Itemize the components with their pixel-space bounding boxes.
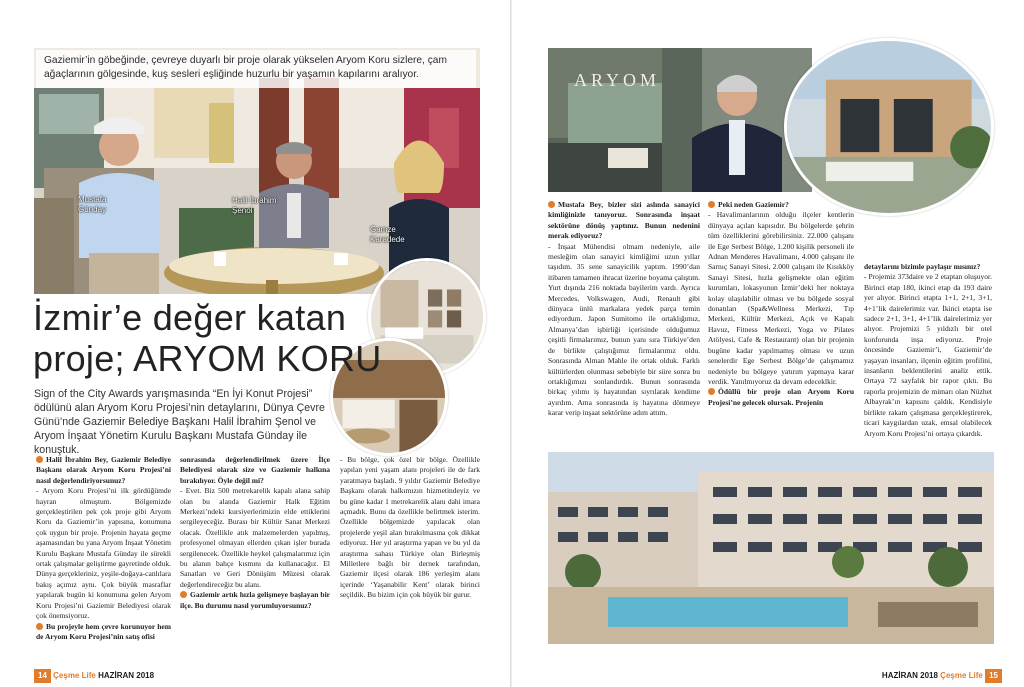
intro-paragraph: Sign of the City Awards yarışmasında “En İyi Konut Projesi” ödülünü alan Aryom Koru Projesi’nin detaylarını, Dünya Çevre Günü’nde Gaziemir Belediye Başkanı Halil İbrahim Şenol ve Aryom İnşaat Yönetim Kurulu Başkanı Mustafa Günday ile konuştuk. xyxy=(34,388,325,456)
magazine-name: Çeşme Life xyxy=(940,671,983,680)
name-tag-line: Gamze xyxy=(370,225,396,234)
issue-date: HAZİRAN 2018 xyxy=(98,671,155,680)
question xyxy=(180,590,330,611)
question xyxy=(708,387,854,408)
name-tag-line: Halil İbrahim xyxy=(232,196,277,205)
bullet-icon xyxy=(180,591,187,598)
answer: - İnşaat Mühendisi olmam nedeniyle, aile mesleğim olan sanayici kimliğimi uzun yıllar taşıdım. 35 sene sanayicilik yaptım. 1990’dan itibaren tamamen ihracat üzerine boyama çalıştım. Yurt dışında 216 noktada bayilerim vardı. Ayrıca Mercedes, Volkswagen, Audi, Renault gibi dünyaca ünlü markalara yedek parça temin ediyordum. Japon Sumitomo ile ortaklığımız, Almanya’dan işbirliği içerisinde olduğumuz çeşitli firmalarımız, bunun yanı sıra Türkiye’den de birlikte çalıştığımız firmalarımız oldu. Sonrasında Alman Mahle ile ortak olduk. Farklı kültürlerden olunması sebebiyle bir süre sonra bu ortaklığımızı sonlandırdık. Bunun sonrasında birkaç yılımı iş hayatından sıyrılarak kendime ayırdım. Ama sonrasında iş hayatına dönmeye karar verip inşaat sektörüne adım attım. xyxy=(548,241,700,418)
exterior-circle-photo xyxy=(784,38,994,216)
question xyxy=(36,455,171,486)
bullet-icon xyxy=(36,456,43,463)
project-rendering xyxy=(548,452,994,644)
question xyxy=(708,200,854,210)
photo-caption: Gaziemir’in göbeğinde, çevreye duyarlı bir proje olarak yükselen Aryom Koru sizlere, çam ağaçlarının gölgesinde, kuş sesleri eşliğinde huzurlu bir yaşamın kapılarını aralıyor. xyxy=(36,50,476,88)
question-text: Gaziemir artık hızla gelişmeye başlayan bir ilçe. Bu durumu nasıl yorumluyorsunuz? xyxy=(180,590,330,610)
name-tag-gamze xyxy=(370,225,405,244)
left-footer xyxy=(34,669,154,683)
right-page xyxy=(512,0,1024,687)
answer: - Havalimanlarının olduğu ilçeler kentlerin dünyaya açılan kapısıdır. Bu bölgelerde şehrin tüm özelliklerini görebilirsiniz. 22.000 çalışanı ile Ege Serbest Bölge, 1.200 kişilik personeli ile Adnan Menderes Havalimanı, 4.000 çalışanı ile Sarnıç Sanayi Sitesi, 2.000 çalışanı ile Kısıkköy Sanayi Sitesi, hızla gelişmekte olan eğitim kurumları, lokasyonun İzmir’deki her noktaya kolay ulaşılabilir olması ve bu bölgede sosyal donatıları (Spa&Wellness Merkezi, Tıp Merkezi, Kültür Merkezi, Açık ve Kapalı Havuz, Fitness Merkezi, Yoga ve Pilates Atölyesi, Cafe & Restaurant) olan bir projenin bugüne kadar yapılmamış olması ve uzun senelerdir Ege Serbest Bölge’de çalışmamız nedeniyle bu bölgeye yatırım yapmaya karar verdik. Yanılmıyoruz da devam edeceklkir. xyxy=(708,210,854,386)
question xyxy=(548,200,700,242)
answer: - Evet. Biz 500 metrekarelik kapalı alana sahip olan bu alanda Gaziemir Halk Eğitim Merkezi’ndeki kursiyerlerimizin elde ettiklerini sergileyeceğiz. Burası bir Kültür Sanat Merkezi olacak. Özellikle atık malzemelerden yapılmış, profesyonel olmayan ellerden çıkan işler burada sergilenecek. Özellikle heykel çalışmalarımız için bu alanın bahçe kısmını da kullanacağız. El Sanatları ve Geri Dönüşüm Müzesi olarak değerlendireceğiz bu alanı. xyxy=(180,486,330,589)
right-column-2 xyxy=(708,200,854,408)
issue-date: HAZİRAN 2018 xyxy=(881,671,938,680)
headline-line-1: İzmir’e değer katan xyxy=(33,297,347,338)
question-continued: detaylarını bizimle paylaşır mısınız? xyxy=(864,262,981,271)
answer: - Aryom Koru Projesi’ni ilk gördüğümde hayran olmuştum. Bölgemizde gerçekleştirilen pek çok proje gibi Aryom Koru da Gaziemir’in yapısına, konumuna çok uygun bir proje. Projenin hayata geçme aşamasından bu yana Aryom İnşaat Yönetim Kurulu Başkanı Mustafa Günday ile sürekli ortak çalışmalar geliştirme gayretinde olduk. Dünya gerçekleriniz, yeşile-doğaya-canlılara bakış açımız aynı. Çok büyük masraflar yapılarak bugün ki konumuna gelen Aryom Koru Projesi’ni Gaziemir Belediyesi olarak çok önemsiyoruz. xyxy=(36,486,171,621)
question xyxy=(36,622,171,643)
bullet-icon xyxy=(36,623,43,630)
name-tag-mustafa xyxy=(78,195,106,214)
page-number: 14 xyxy=(34,669,51,683)
question-text: Halil İbrahim Bey, Gaziemir Belediye Başkanı olarak Aryom Koru Projesi’ni nasıl değerlendiriyorsunuz? xyxy=(36,455,171,485)
left-column-2 xyxy=(180,455,330,611)
name-tag-line: Karadede xyxy=(370,234,405,244)
question-text: Ödüllü bir proje olan Aryom Koru Projesi’ne gelecek olursak. Projenin xyxy=(708,387,854,407)
name-tag-line: Mustafa xyxy=(78,195,107,204)
right-column-3 xyxy=(864,262,992,439)
page-number: 15 xyxy=(985,669,1002,683)
answer: - Projemiz 373daire ve 2 etaptan oluşuyor. Birinci etap 180, ikinci etap da 193 daire yer alıyor. Birinci etapta 1+1, 2+1, 3+1, 4+1’lik dairelerimiz var. İkinci etapta ise sadece 2+1, 3+1, 4+1’lik dairelerimiz yer alıyor. Projemizi 5 yıldızlı bir otel konforunda inşa ediyoruz. Proje öncesinde Gaziemir’i, Gaziemir’de yaşayan insanları, ilçenin eğitim profilini, insanların beklentilerini analiz ettik. Ortaya 72 sayfalık bir rapor çıktı. Bu raporla projemizin de mimarı olan Nüzhet Albayrak’ın kapısını çaldık. Kendisiyle birlikte rakam çalışmasa gerçekleştirerek, ticari kaygılardan uzak, emsal olabilecek Aryom Koru Projesi’ni ortaya çıkardık. xyxy=(864,272,992,438)
answer: - Bu bölge, çok özel bir bölge. Özellikle yapılan yeni yaşam alanı projeleri ile de fark yaratmaya başladı. 9 yıldır Gaziemir Belediye Başkanı olarak halkımızın hizmetindeyiz ve bu güne kadar 1 metrekarelik alanı dahi imara açmadık. Bunu da özellikle belirtmek isterim. Özellikle bölgemizde yapılacak olan projelerde yeşil alan bırakılmasına çok dikkat ediyoruz. Her yıl araştırma yapan ve bu yıl da araştırma sahası Türkiye olan Birleşmiş Milletlere bağlı bir dernek tarafından, Gaziemir ilçesi olarak 186 yerleşim alanı içerinde ‘Yaşanabilir Kent’ olarak birinci seçildik. Bu bizim için çok büyük bir gurur. xyxy=(340,455,480,600)
name-tag-line: Günday xyxy=(78,204,107,214)
question-text: Peki neden Gaziemir? xyxy=(718,200,789,209)
name-tag-halil xyxy=(232,196,276,215)
magazine-name: Çeşme Life xyxy=(53,671,96,680)
right-column-1 xyxy=(548,200,700,419)
left-column-1 xyxy=(36,455,171,642)
headline-line-2: proje; ARYOM KORU xyxy=(33,338,382,379)
bullet-icon xyxy=(548,201,555,208)
bullet-icon xyxy=(708,201,715,208)
question-text: Mustafa Bey, bizler sizi aslında sanayici kimliğinizle tanıyoruz. Sonrasında inşaat sektörüne dönüş yaptınız. Bunun nedenini merak ediyoruz? xyxy=(548,200,700,241)
right-footer xyxy=(882,669,1002,683)
left-column-3 xyxy=(340,455,480,601)
bullet-icon xyxy=(708,388,715,395)
question-text: Bu projeyle hem çevre korunuyor hem de Aryom Koru Projesi’nin satış ofisi xyxy=(36,621,171,641)
question-continued: sonrasında değerlendirilmek üzere İlçe Belediyesi olarak size ve Gaziemir halkına bırakılıyor. Öyle değil mi? xyxy=(180,455,330,485)
aryom-sign: ARYOM xyxy=(574,70,661,90)
name-tag-line: Şenol xyxy=(232,205,253,215)
